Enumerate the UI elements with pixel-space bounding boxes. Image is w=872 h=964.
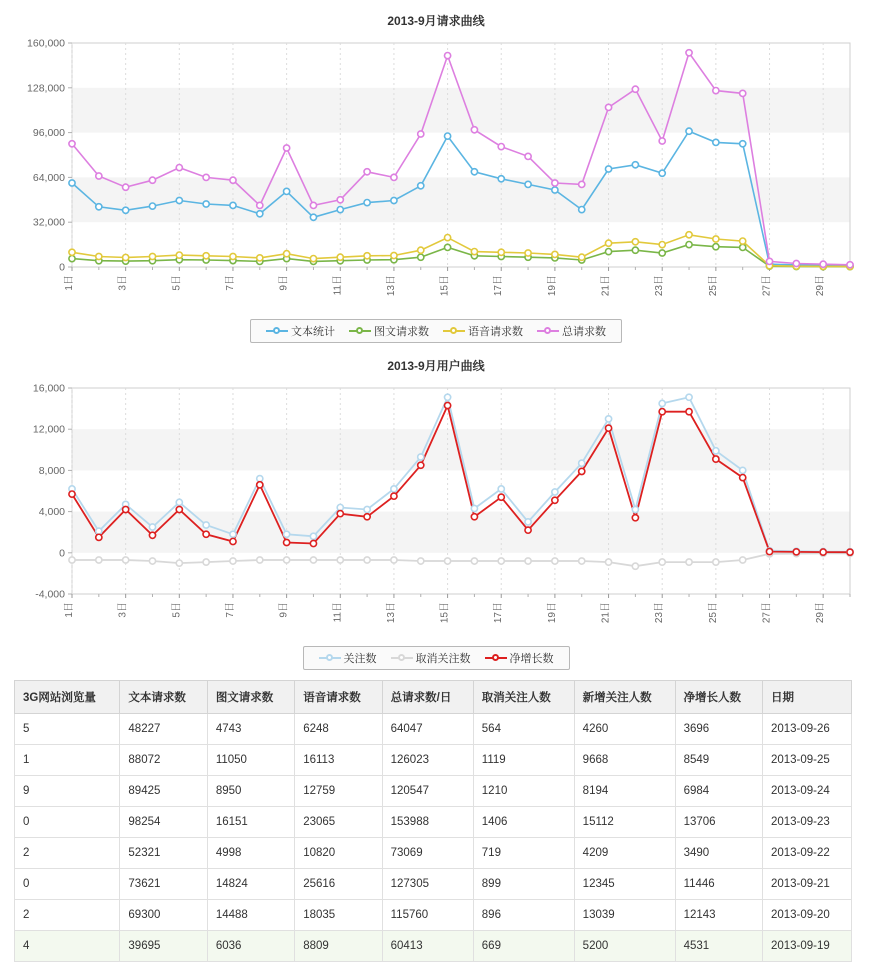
legend-marker-icon [319, 654, 341, 662]
table-cell: 719 [473, 838, 574, 869]
svg-text:32,000: 32,000 [32, 216, 65, 229]
svg-text:11日: 11日 [332, 602, 344, 623]
legend-label: 文本统计 [291, 326, 335, 338]
table-column-header: 取消关注人数 [473, 681, 574, 714]
svg-text:19日: 19日 [546, 275, 558, 297]
table-cell: 88072 [120, 745, 207, 776]
svg-text:19日: 19日 [546, 602, 558, 624]
table-cell: 3696 [675, 714, 762, 745]
table-cell: 2013-09-26 [762, 714, 851, 745]
table-column-header: 文本请求数 [120, 681, 207, 714]
legend-label: 语音请求数 [468, 326, 523, 338]
table-column-header: 3G网站浏览量 [15, 681, 120, 714]
svg-text:17日: 17日 [493, 275, 505, 297]
table-cell: 12143 [675, 900, 762, 931]
table-cell: 5 [15, 714, 120, 745]
table-cell: 13706 [675, 807, 762, 838]
user-curve-chart [0, 357, 872, 670]
table-cell: 2013-09-23 [762, 807, 851, 838]
requests-legend [0, 319, 872, 343]
table-column-header: 日期 [762, 681, 851, 714]
svg-text:29日: 29日 [815, 275, 827, 297]
legend-item[interactable] [391, 650, 471, 666]
table-cell: 64047 [382, 714, 473, 745]
table-cell: 8950 [207, 776, 294, 807]
table-cell: 4209 [574, 838, 675, 869]
table-row[interactable] [15, 745, 852, 776]
legend-item[interactable] [485, 650, 554, 666]
table-cell: 120547 [382, 776, 473, 807]
svg-text:0: 0 [59, 547, 65, 560]
table-cell: 18035 [295, 900, 382, 931]
table-cell: 73621 [120, 869, 207, 900]
table-cell: 16151 [207, 807, 294, 838]
legend-item[interactable] [266, 323, 335, 339]
svg-text:15日: 15日 [439, 275, 451, 297]
svg-text:15日: 15日 [439, 602, 451, 624]
table-column-header: 净增长人数 [675, 681, 762, 714]
svg-text:16,000: 16,000 [32, 382, 65, 395]
table-cell: 2013-09-21 [762, 869, 851, 900]
legend-item[interactable] [349, 323, 429, 339]
table-cell: 8549 [675, 745, 762, 776]
table-cell: 23065 [295, 807, 382, 838]
svg-text:21日: 21日 [600, 602, 612, 624]
table-row[interactable] [15, 869, 852, 900]
table-cell: 1406 [473, 807, 574, 838]
svg-text:29日: 29日 [815, 602, 827, 624]
table-cell: 11050 [207, 745, 294, 776]
table-cell: 1210 [473, 776, 574, 807]
table-column-header: 新增关注人数 [574, 681, 675, 714]
legend-label: 图文请求数 [374, 326, 429, 338]
table-row[interactable] [15, 900, 852, 931]
request-curve-chart [0, 0, 872, 343]
table-cell: 14488 [207, 900, 294, 931]
table-cell: 2 [15, 838, 120, 869]
legend-item[interactable] [443, 323, 523, 339]
table-cell: 2013-09-25 [762, 745, 851, 776]
table-cell: 10820 [295, 838, 382, 869]
svg-text:27日: 27日 [761, 602, 773, 624]
table-cell: 6984 [675, 776, 762, 807]
table-cell: 25616 [295, 869, 382, 900]
svg-text:96,000: 96,000 [32, 127, 65, 140]
table-cell: 11446 [675, 869, 762, 900]
legend-label: 关注数 [343, 653, 377, 665]
table-column-header: 总请求数/日 [382, 681, 473, 714]
legend-item[interactable] [537, 323, 606, 339]
svg-text:1日: 1日 [64, 602, 75, 618]
svg-text:17日: 17日 [493, 602, 505, 624]
legend-marker-icon [391, 654, 413, 662]
svg-text:27日: 27日 [761, 275, 773, 297]
legend-label: 总请求数 [562, 326, 606, 338]
table-column-header: 语音请求数 [295, 681, 382, 714]
table-cell: 5200 [574, 931, 675, 962]
requests-legend-box[interactable] [250, 319, 622, 343]
table-cell: 52321 [120, 838, 207, 869]
table-cell: 2013-09-19 [762, 931, 851, 962]
svg-text:4,000: 4,000 [38, 506, 65, 519]
svg-text:5日: 5日 [171, 602, 183, 618]
table-cell: 16113 [295, 745, 382, 776]
svg-text:23日: 23日 [654, 275, 666, 297]
table-cell: 39695 [120, 931, 207, 962]
table-cell: 126023 [382, 745, 473, 776]
legend-label: 取消关注数 [415, 653, 471, 665]
table-row[interactable] [15, 807, 852, 838]
legend-marker-icon [266, 327, 288, 335]
chart-title-requests: 2013-9月请求曲线 [387, 14, 485, 28]
table-cell: 899 [473, 869, 574, 900]
svg-text:160,000: 160,000 [27, 37, 65, 50]
table-cell: 115760 [382, 900, 473, 931]
svg-text:9日: 9日 [278, 602, 290, 618]
svg-text:3日: 3日 [117, 602, 129, 618]
table-cell: 2013-09-24 [762, 776, 851, 807]
table-cell: 2 [15, 900, 120, 931]
svg-text:3日: 3日 [117, 275, 129, 291]
table-cell: 4260 [574, 714, 675, 745]
table-row[interactable] [15, 776, 852, 807]
table-cell: 14824 [207, 869, 294, 900]
table-cell: 1 [15, 745, 120, 776]
table-cell: 6036 [207, 931, 294, 962]
table-cell: 48227 [120, 714, 207, 745]
table-header-row [15, 681, 852, 714]
legend-marker-icon [485, 654, 507, 662]
table-cell: 12345 [574, 869, 675, 900]
svg-text:21日: 21日 [600, 275, 612, 297]
legend-item[interactable] [319, 650, 377, 666]
table-cell: 89425 [120, 776, 207, 807]
table-cell: 896 [473, 900, 574, 931]
table-cell: 4743 [207, 714, 294, 745]
svg-text:7日: 7日 [224, 275, 236, 291]
table-cell: 2013-09-22 [762, 838, 851, 869]
svg-text:9日: 9日 [278, 275, 290, 291]
legend-label: 净增长数 [509, 653, 554, 665]
table-cell: 669 [473, 931, 574, 962]
table-row[interactable] [15, 838, 852, 869]
table-cell: 15112 [574, 807, 675, 838]
table-row[interactable] [15, 714, 852, 745]
requests-chart-canvas [0, 29, 872, 319]
legend-marker-icon [349, 327, 371, 335]
users-legend-box[interactable] [303, 646, 570, 670]
table-cell: 8809 [295, 931, 382, 962]
table-cell: 8194 [574, 776, 675, 807]
table-cell: 60413 [382, 931, 473, 962]
table-cell: 69300 [120, 900, 207, 931]
svg-text:5日: 5日 [171, 275, 183, 291]
chart-title-users: 2013-9月用户曲线 [387, 359, 485, 373]
table-cell: 153988 [382, 807, 473, 838]
svg-text:7日: 7日 [224, 602, 236, 618]
svg-text:64,000: 64,000 [32, 171, 65, 184]
table-cell: 73069 [382, 838, 473, 869]
table-cell: 12759 [295, 776, 382, 807]
table-column-header: 图文请求数 [207, 681, 294, 714]
table-cell: 2013-09-20 [762, 900, 851, 931]
svg-text:11日: 11日 [332, 275, 344, 296]
legend-marker-icon [537, 327, 559, 335]
svg-text:0: 0 [59, 261, 65, 274]
users-chart-canvas [0, 374, 872, 646]
table-cell: 127305 [382, 869, 473, 900]
svg-text:25日: 25日 [707, 275, 719, 297]
table-cell: 9668 [574, 745, 675, 776]
table-cell: 4 [15, 931, 120, 962]
svg-text:1日: 1日 [64, 275, 75, 291]
table-cell: 0 [15, 869, 120, 900]
svg-text:23日: 23日 [654, 602, 666, 624]
table-row[interactable] [15, 931, 852, 962]
statistics-table [14, 680, 852, 962]
svg-text:25日: 25日 [707, 602, 719, 624]
svg-text:-4,000: -4,000 [35, 588, 65, 601]
table-cell: 1119 [473, 745, 574, 776]
legend-marker-icon [443, 327, 465, 335]
users-legend [0, 646, 872, 670]
table-cell: 6248 [295, 714, 382, 745]
table-cell: 98254 [120, 807, 207, 838]
table-cell: 4531 [675, 931, 762, 962]
svg-text:13日: 13日 [385, 602, 397, 624]
svg-text:13日: 13日 [385, 275, 397, 297]
svg-text:8,000: 8,000 [38, 464, 65, 477]
table-cell: 13039 [574, 900, 675, 931]
table-cell: 564 [473, 714, 574, 745]
svg-text:128,000: 128,000 [27, 82, 65, 95]
table-cell: 9 [15, 776, 120, 807]
table-cell: 0 [15, 807, 120, 838]
table-cell: 3490 [675, 838, 762, 869]
svg-text:12,000: 12,000 [32, 423, 65, 436]
table-cell: 4998 [207, 838, 294, 869]
